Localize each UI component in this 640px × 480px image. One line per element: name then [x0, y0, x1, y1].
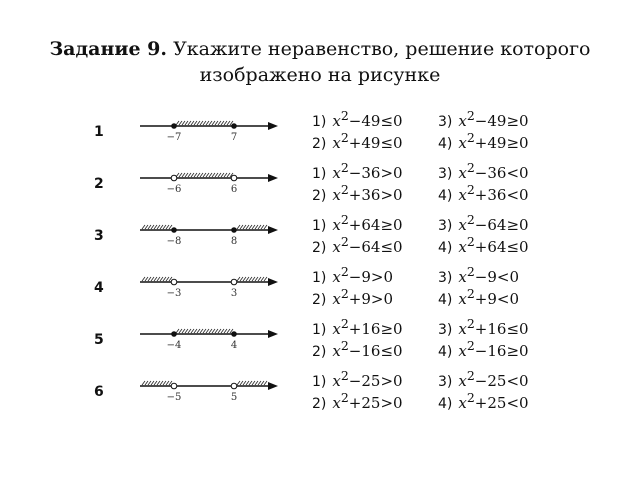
hatch-stroke: [145, 381, 148, 385]
closed-point: [231, 227, 237, 233]
hatch-stroke: [200, 329, 203, 333]
open-point: [231, 383, 237, 389]
point-label: 5: [230, 392, 238, 403]
answer-option[interactable]: [312, 180, 403, 206]
variable: x: [332, 216, 341, 234]
answer-option[interactable]: [312, 128, 403, 154]
axis-arrow: [268, 122, 278, 130]
hatch-stroke: [215, 173, 218, 177]
option-number: 1): [312, 374, 327, 390]
option-expression: +36<0: [474, 186, 529, 204]
option-number: 3): [438, 166, 453, 182]
option-number: 4): [438, 136, 453, 152]
hatch-stroke: [237, 277, 240, 281]
hatch-stroke: [148, 225, 151, 229]
open-point: [231, 175, 237, 181]
exponent: 2: [340, 234, 349, 249]
variable: x: [458, 238, 467, 256]
variable: x: [332, 112, 341, 130]
hatch-stroke: [252, 277, 255, 281]
hatch-stroke: [224, 173, 227, 177]
variable: x: [332, 186, 341, 204]
exponent: 2: [340, 390, 349, 405]
exponent: 2: [466, 338, 475, 353]
hatch-stroke: [203, 121, 206, 125]
option-number: 2): [312, 240, 327, 256]
option-expression: +16≥0: [348, 320, 403, 338]
axis-arrow: [268, 382, 278, 390]
answer-option[interactable]: [438, 388, 529, 414]
exponent: 2: [466, 212, 475, 227]
option-expression: +64≥0: [348, 216, 403, 234]
hatch-stroke: [258, 277, 261, 281]
hatch-stroke: [237, 225, 240, 229]
exponent: 2: [340, 338, 349, 353]
hatch-stroke: [243, 277, 246, 281]
option-expression: +25<0: [474, 394, 529, 412]
answer-option[interactable]: [312, 284, 393, 310]
hatch-stroke: [163, 277, 166, 281]
exponent: 2: [466, 316, 475, 331]
hatch-stroke: [188, 329, 191, 333]
options-area: [312, 106, 632, 418]
hatch-stroke: [206, 173, 209, 177]
hatch-stroke: [142, 225, 145, 229]
hatch-stroke: [261, 225, 264, 229]
option-number: 3): [438, 218, 453, 234]
point-label: 8: [230, 236, 238, 247]
option-expression: +25>0: [348, 394, 403, 412]
option-number: 2): [312, 188, 327, 204]
variable: x: [458, 186, 467, 204]
hatch-stroke: [166, 277, 169, 281]
point-label: −8: [166, 236, 182, 247]
option-expression: −25>0: [348, 372, 403, 390]
variable: x: [332, 372, 341, 390]
hatch-stroke: [191, 121, 194, 125]
option-expression: −9<0: [474, 268, 520, 286]
hatch-stroke: [200, 173, 203, 177]
row-number: 6: [94, 384, 104, 400]
point-label: 6: [230, 184, 238, 195]
hatch-stroke: [148, 381, 151, 385]
hatch-stroke: [264, 381, 267, 385]
option-number: 4): [438, 188, 453, 204]
task-title: [0, 36, 640, 88]
hatch-stroke: [194, 173, 197, 177]
variable: x: [332, 238, 341, 256]
row-number: 5: [94, 332, 104, 348]
point-label: 7: [230, 132, 238, 143]
hatch-stroke: [154, 381, 157, 385]
hatch-stroke: [163, 225, 166, 229]
hatch-stroke: [197, 173, 200, 177]
closed-point: [171, 331, 177, 337]
variable: x: [458, 320, 467, 338]
hatch-stroke: [154, 225, 157, 229]
closed-point: [231, 123, 237, 129]
answer-option[interactable]: [438, 336, 529, 362]
exponent: 2: [466, 130, 475, 145]
hatch-stroke: [154, 277, 157, 281]
closed-point: [231, 331, 237, 337]
variable: x: [458, 372, 467, 390]
variable: x: [458, 394, 467, 412]
hatch-stroke: [185, 121, 188, 125]
exponent: 2: [466, 390, 475, 405]
option-expression: +49≥0: [474, 134, 529, 152]
hatch-stroke: [191, 329, 194, 333]
options-block: [312, 262, 632, 314]
hatch-stroke: [200, 121, 203, 125]
hatch-stroke: [206, 121, 209, 125]
hatch-stroke: [203, 173, 206, 177]
task-text: Укажите неравенство, решение которого изображено на рисунке: [173, 38, 591, 86]
option-number: 3): [438, 322, 453, 338]
axis-arrow: [268, 278, 278, 286]
option-expression: −16≤0: [348, 342, 403, 360]
option-expression: −64≤0: [348, 238, 403, 256]
hatch-stroke: [249, 225, 252, 229]
exponent: 2: [466, 182, 475, 197]
hatch-stroke: [227, 173, 230, 177]
options-block: [312, 210, 632, 262]
option-number: 1): [312, 114, 327, 130]
hatch-stroke: [212, 173, 215, 177]
answer-option[interactable]: [312, 336, 403, 362]
hatch-stroke: [182, 173, 185, 177]
exponent: 2: [340, 368, 349, 383]
hatch-stroke: [157, 277, 160, 281]
axis-arrow: [268, 330, 278, 338]
hatch-stroke: [209, 329, 212, 333]
option-number: 4): [438, 292, 453, 308]
hatch-stroke: [243, 381, 246, 385]
hatch-stroke: [185, 329, 188, 333]
exponent: 2: [340, 264, 349, 279]
hatch-stroke: [246, 277, 249, 281]
option-number: 1): [312, 218, 327, 234]
hatch-stroke: [194, 121, 197, 125]
row-number: 2: [94, 176, 104, 192]
open-point: [171, 279, 177, 285]
option-number: 4): [438, 344, 453, 360]
hatch-stroke: [176, 329, 179, 333]
hatch-stroke: [252, 381, 255, 385]
option-expression: −16≥0: [474, 342, 529, 360]
axis-arrow: [268, 226, 278, 234]
options-block: [312, 106, 632, 158]
exponent: 2: [340, 316, 349, 331]
hatch-stroke: [179, 173, 182, 177]
option-number: 1): [312, 322, 327, 338]
open-point: [231, 279, 237, 285]
option-number: 2): [312, 344, 327, 360]
variable: x: [332, 394, 341, 412]
option-expression: −64≥0: [474, 216, 529, 234]
hatch-stroke: [218, 329, 221, 333]
hatch-stroke: [160, 277, 163, 281]
hatch-stroke: [258, 381, 261, 385]
hatch-stroke: [151, 225, 154, 229]
point-label: −7: [166, 132, 182, 143]
option-expression: −9>0: [348, 268, 394, 286]
option-expression: +9>0: [348, 290, 394, 308]
hatch-stroke: [197, 121, 200, 125]
hatch-stroke: [255, 381, 258, 385]
option-number: 4): [438, 240, 453, 256]
hatch-stroke: [227, 329, 230, 333]
hatch-stroke: [142, 381, 145, 385]
exponent: 2: [466, 368, 475, 383]
exponent: 2: [466, 286, 475, 301]
hatch-stroke: [197, 329, 200, 333]
hatch-stroke: [209, 173, 212, 177]
hatch-stroke: [182, 329, 185, 333]
hatch-stroke: [261, 277, 264, 281]
task-number: Задание 9.: [49, 38, 168, 60]
options-block: [312, 366, 632, 418]
hatch-stroke: [246, 381, 249, 385]
hatch-stroke: [243, 225, 246, 229]
option-expression: −36<0: [474, 164, 529, 182]
hatch-stroke: [227, 121, 230, 125]
hatch-stroke: [249, 381, 252, 385]
hatch-stroke: [142, 277, 145, 281]
hatch-stroke: [157, 225, 160, 229]
hatch-stroke: [185, 173, 188, 177]
option-number: 4): [438, 396, 453, 412]
hatch-stroke: [264, 277, 267, 281]
options-block: [312, 158, 632, 210]
hatch-stroke: [258, 225, 261, 229]
option-expression: +64≤0: [474, 238, 529, 256]
exponent: 2: [340, 212, 349, 227]
hatch-stroke: [194, 329, 197, 333]
hatch-stroke: [163, 381, 166, 385]
variable: x: [458, 112, 467, 130]
option-expression: +49≤0: [348, 134, 403, 152]
hatch-stroke: [221, 121, 224, 125]
variable: x: [332, 290, 341, 308]
hatch-stroke: [221, 173, 224, 177]
hatch-stroke: [188, 173, 191, 177]
hatch-stroke: [264, 225, 267, 229]
exponent: 2: [340, 286, 349, 301]
hatch-stroke: [169, 225, 172, 229]
hatch-stroke: [249, 277, 252, 281]
hatch-stroke: [179, 121, 182, 125]
hatch-stroke: [224, 121, 227, 125]
option-expression: +9<0: [474, 290, 520, 308]
option-number: 1): [312, 166, 327, 182]
variable: x: [458, 268, 467, 286]
hatch-stroke: [166, 381, 169, 385]
hatch-stroke: [240, 381, 243, 385]
variable: x: [332, 320, 341, 338]
variable: x: [332, 342, 341, 360]
hatch-stroke: [166, 225, 169, 229]
answer-option[interactable]: [438, 232, 529, 258]
closed-point: [171, 123, 177, 129]
hatch-stroke: [237, 381, 240, 385]
point-label: −4: [166, 340, 182, 351]
option-number: 3): [438, 374, 453, 390]
hatch-stroke: [160, 381, 163, 385]
option-expression: +36>0: [348, 186, 403, 204]
hatch-stroke: [240, 277, 243, 281]
hatch-stroke: [157, 381, 160, 385]
hatch-stroke: [255, 225, 258, 229]
variable: x: [458, 134, 467, 152]
option-number: 3): [438, 270, 453, 286]
variable: x: [332, 268, 341, 286]
answer-option[interactable]: [438, 180, 529, 206]
number-lines: [130, 100, 290, 420]
option-number: 3): [438, 114, 453, 130]
hatch-stroke: [215, 329, 218, 333]
option-number: 2): [312, 136, 327, 152]
exponent: 2: [466, 108, 475, 123]
exponent: 2: [340, 108, 349, 123]
hatch-stroke: [179, 329, 182, 333]
hatch-stroke: [160, 225, 163, 229]
row-number: 3: [94, 228, 104, 244]
hatch-stroke: [212, 329, 215, 333]
hatch-stroke: [209, 121, 212, 125]
answer-option[interactable]: [312, 232, 403, 258]
variable: x: [332, 164, 341, 182]
option-expression: −49≤0: [348, 112, 403, 130]
point-label: −5: [166, 392, 182, 403]
point-label: −6: [166, 184, 182, 195]
hatch-stroke: [224, 329, 227, 333]
answer-option[interactable]: [438, 128, 529, 154]
point-label: 3: [230, 288, 238, 299]
hatch-stroke: [191, 173, 194, 177]
option-expression: +16≤0: [474, 320, 529, 338]
open-point: [171, 383, 177, 389]
point-label: −3: [166, 288, 182, 299]
exponent: 2: [466, 234, 475, 249]
variable: x: [458, 164, 467, 182]
hatch-stroke: [252, 225, 255, 229]
row-number: 1: [94, 124, 104, 140]
variable: x: [458, 290, 467, 308]
variable: x: [458, 216, 467, 234]
hatch-stroke: [221, 329, 224, 333]
row-number: 4: [94, 280, 104, 296]
hatch-stroke: [218, 173, 221, 177]
option-number: 1): [312, 270, 327, 286]
hatch-stroke: [218, 121, 221, 125]
exponent: 2: [340, 130, 349, 145]
open-point: [171, 175, 177, 181]
exponent: 2: [340, 160, 349, 175]
variable: x: [458, 342, 467, 360]
hatch-stroke: [261, 381, 264, 385]
hatch-stroke: [182, 121, 185, 125]
answer-option[interactable]: [312, 388, 403, 414]
hatch-stroke: [188, 121, 191, 125]
answer-option[interactable]: [438, 284, 519, 310]
exponent: 2: [466, 264, 475, 279]
variable: x: [332, 134, 341, 152]
exponent: 2: [466, 160, 475, 175]
hatch-stroke: [203, 329, 206, 333]
axis-arrow: [268, 174, 278, 182]
hatch-stroke: [255, 277, 258, 281]
hatch-stroke: [151, 277, 154, 281]
point-label: 4: [230, 340, 238, 351]
hatch-stroke: [212, 121, 215, 125]
option-expression: −25<0: [474, 372, 529, 390]
hatch-stroke: [145, 277, 148, 281]
option-expression: −49≥0: [474, 112, 529, 130]
hatch-stroke: [151, 381, 154, 385]
hatch-stroke: [206, 329, 209, 333]
option-number: 2): [312, 396, 327, 412]
hatch-stroke: [240, 225, 243, 229]
closed-point: [171, 227, 177, 233]
option-expression: −36>0: [348, 164, 403, 182]
exponent: 2: [340, 182, 349, 197]
hatch-stroke: [148, 277, 151, 281]
hatch-stroke: [246, 225, 249, 229]
hatch-stroke: [176, 121, 179, 125]
option-number: 2): [312, 292, 327, 308]
hatch-stroke: [215, 121, 218, 125]
options-block: [312, 314, 632, 366]
hatch-stroke: [145, 225, 148, 229]
